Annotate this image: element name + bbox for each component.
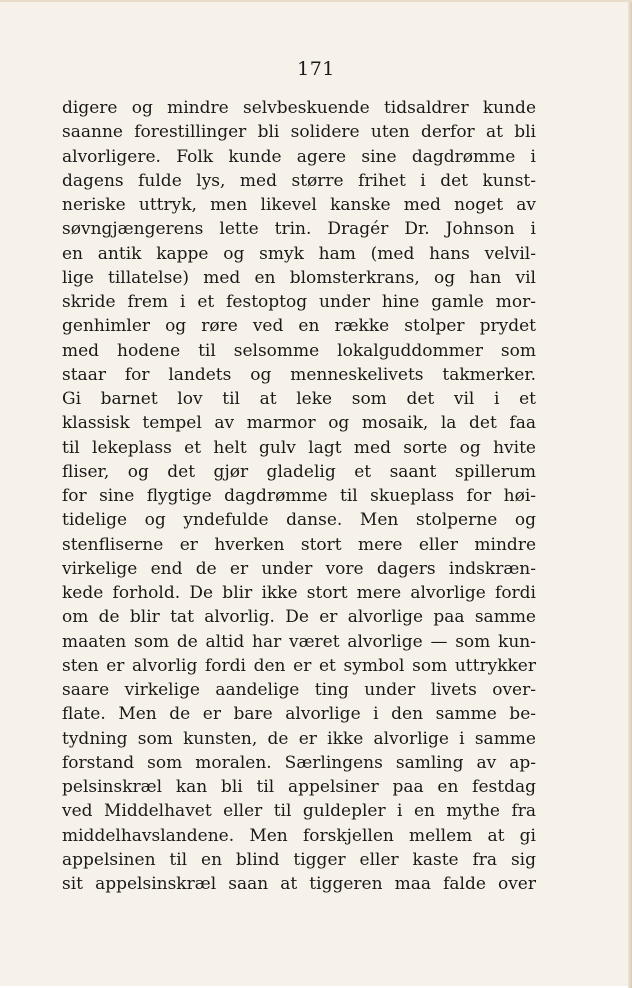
text-line: virkelige end de er under vore dagers indskræn-: [62, 558, 536, 579]
text-line: appelsinen til en blind tigger eller kaste fra sig: [62, 849, 536, 870]
text-line: lige tillatelse) med en blomsterkrans, og han vil: [62, 267, 536, 288]
text-line: sten er alvorlig fordi den er et symbol som uttrykker: [62, 655, 536, 676]
text-line: digere og mindre selvbeskuende tidsaldrer kunde: [62, 98, 536, 118]
text-line: stenfliserne er hverken stort mere eller mindre: [62, 534, 536, 555]
text-line: sit appelsinskræl saan at tiggeren maa falde over: [62, 874, 536, 894]
text-line: maaten som de altid har været alvorlige — som kun-: [62, 631, 536, 652]
page-number: 171: [297, 58, 335, 80]
text-line: med hodene til selsomme lokalguddommer som: [62, 340, 536, 361]
text-line: pelsinskræl kan bli til appelsiner paa en festdag: [62, 777, 536, 797]
text-line: for sine flygtige dagdrømme til skueplass for høi-: [62, 486, 536, 506]
text-line: søvngjængerens lette trin. Dragér Dr. Johnson i: [62, 219, 536, 240]
text-line: skride frem i et festoptog under hine gamle mor-: [62, 292, 536, 312]
text-line: middelhavslandene. Men forskjellen mellem at gi: [62, 825, 536, 846]
text-line: saare virkelige aandelige ting under livets over-: [62, 680, 536, 700]
text-line: klassisk tempel av marmor og mosaik, la det faa: [62, 413, 536, 434]
text-line: dagens fulde lys, med større frihet i det kunst-: [62, 170, 536, 191]
body-text: [62, 96, 536, 896]
text-line: tidelige og yndefulde danse. Men stolperne og: [62, 510, 536, 531]
text-line: ved Middelhavet eller til guldepler i en mythe fra: [62, 801, 536, 822]
page-edge: [628, 2, 632, 988]
text-line: forstand som moralen. Særlingens samling av ap-: [62, 752, 536, 773]
text-line: Gi barnet lov til at leke som det vil i et: [62, 389, 536, 409]
text-line: genhimler og røre ved en række stolper prydet: [62, 316, 536, 337]
text-line: kede forhold. De blir ikke stort mere alvorlige fordi: [62, 583, 536, 603]
text-line: staar for landets og menneskelivets takmerker.: [62, 364, 536, 385]
text-line: flate. Men de er bare alvorlige i den samme be-: [62, 704, 536, 725]
text-line: saanne forestillinger bli solidere uten derfor at bli: [62, 122, 536, 143]
text-line: tydning som kunsten, de er ikke alvorlige i samme: [62, 728, 536, 749]
text-line: en antik kappe og smyk ham (med hans velvil-: [62, 243, 536, 264]
text-line: om de blir tat alvorlig. De er alvorlige paa samme: [62, 607, 536, 628]
text-line: fliser, og det gjør gladelig et saant spillerum: [62, 461, 536, 482]
text-line: alvorligere. Folk kunde agere sine dagdrømme i: [62, 146, 536, 167]
text-line: til lekeplass et helt gulv lagt med sorte og hvite: [62, 437, 536, 458]
text-line: neriske uttryk, men likevel kanske med noget av: [62, 195, 536, 215]
